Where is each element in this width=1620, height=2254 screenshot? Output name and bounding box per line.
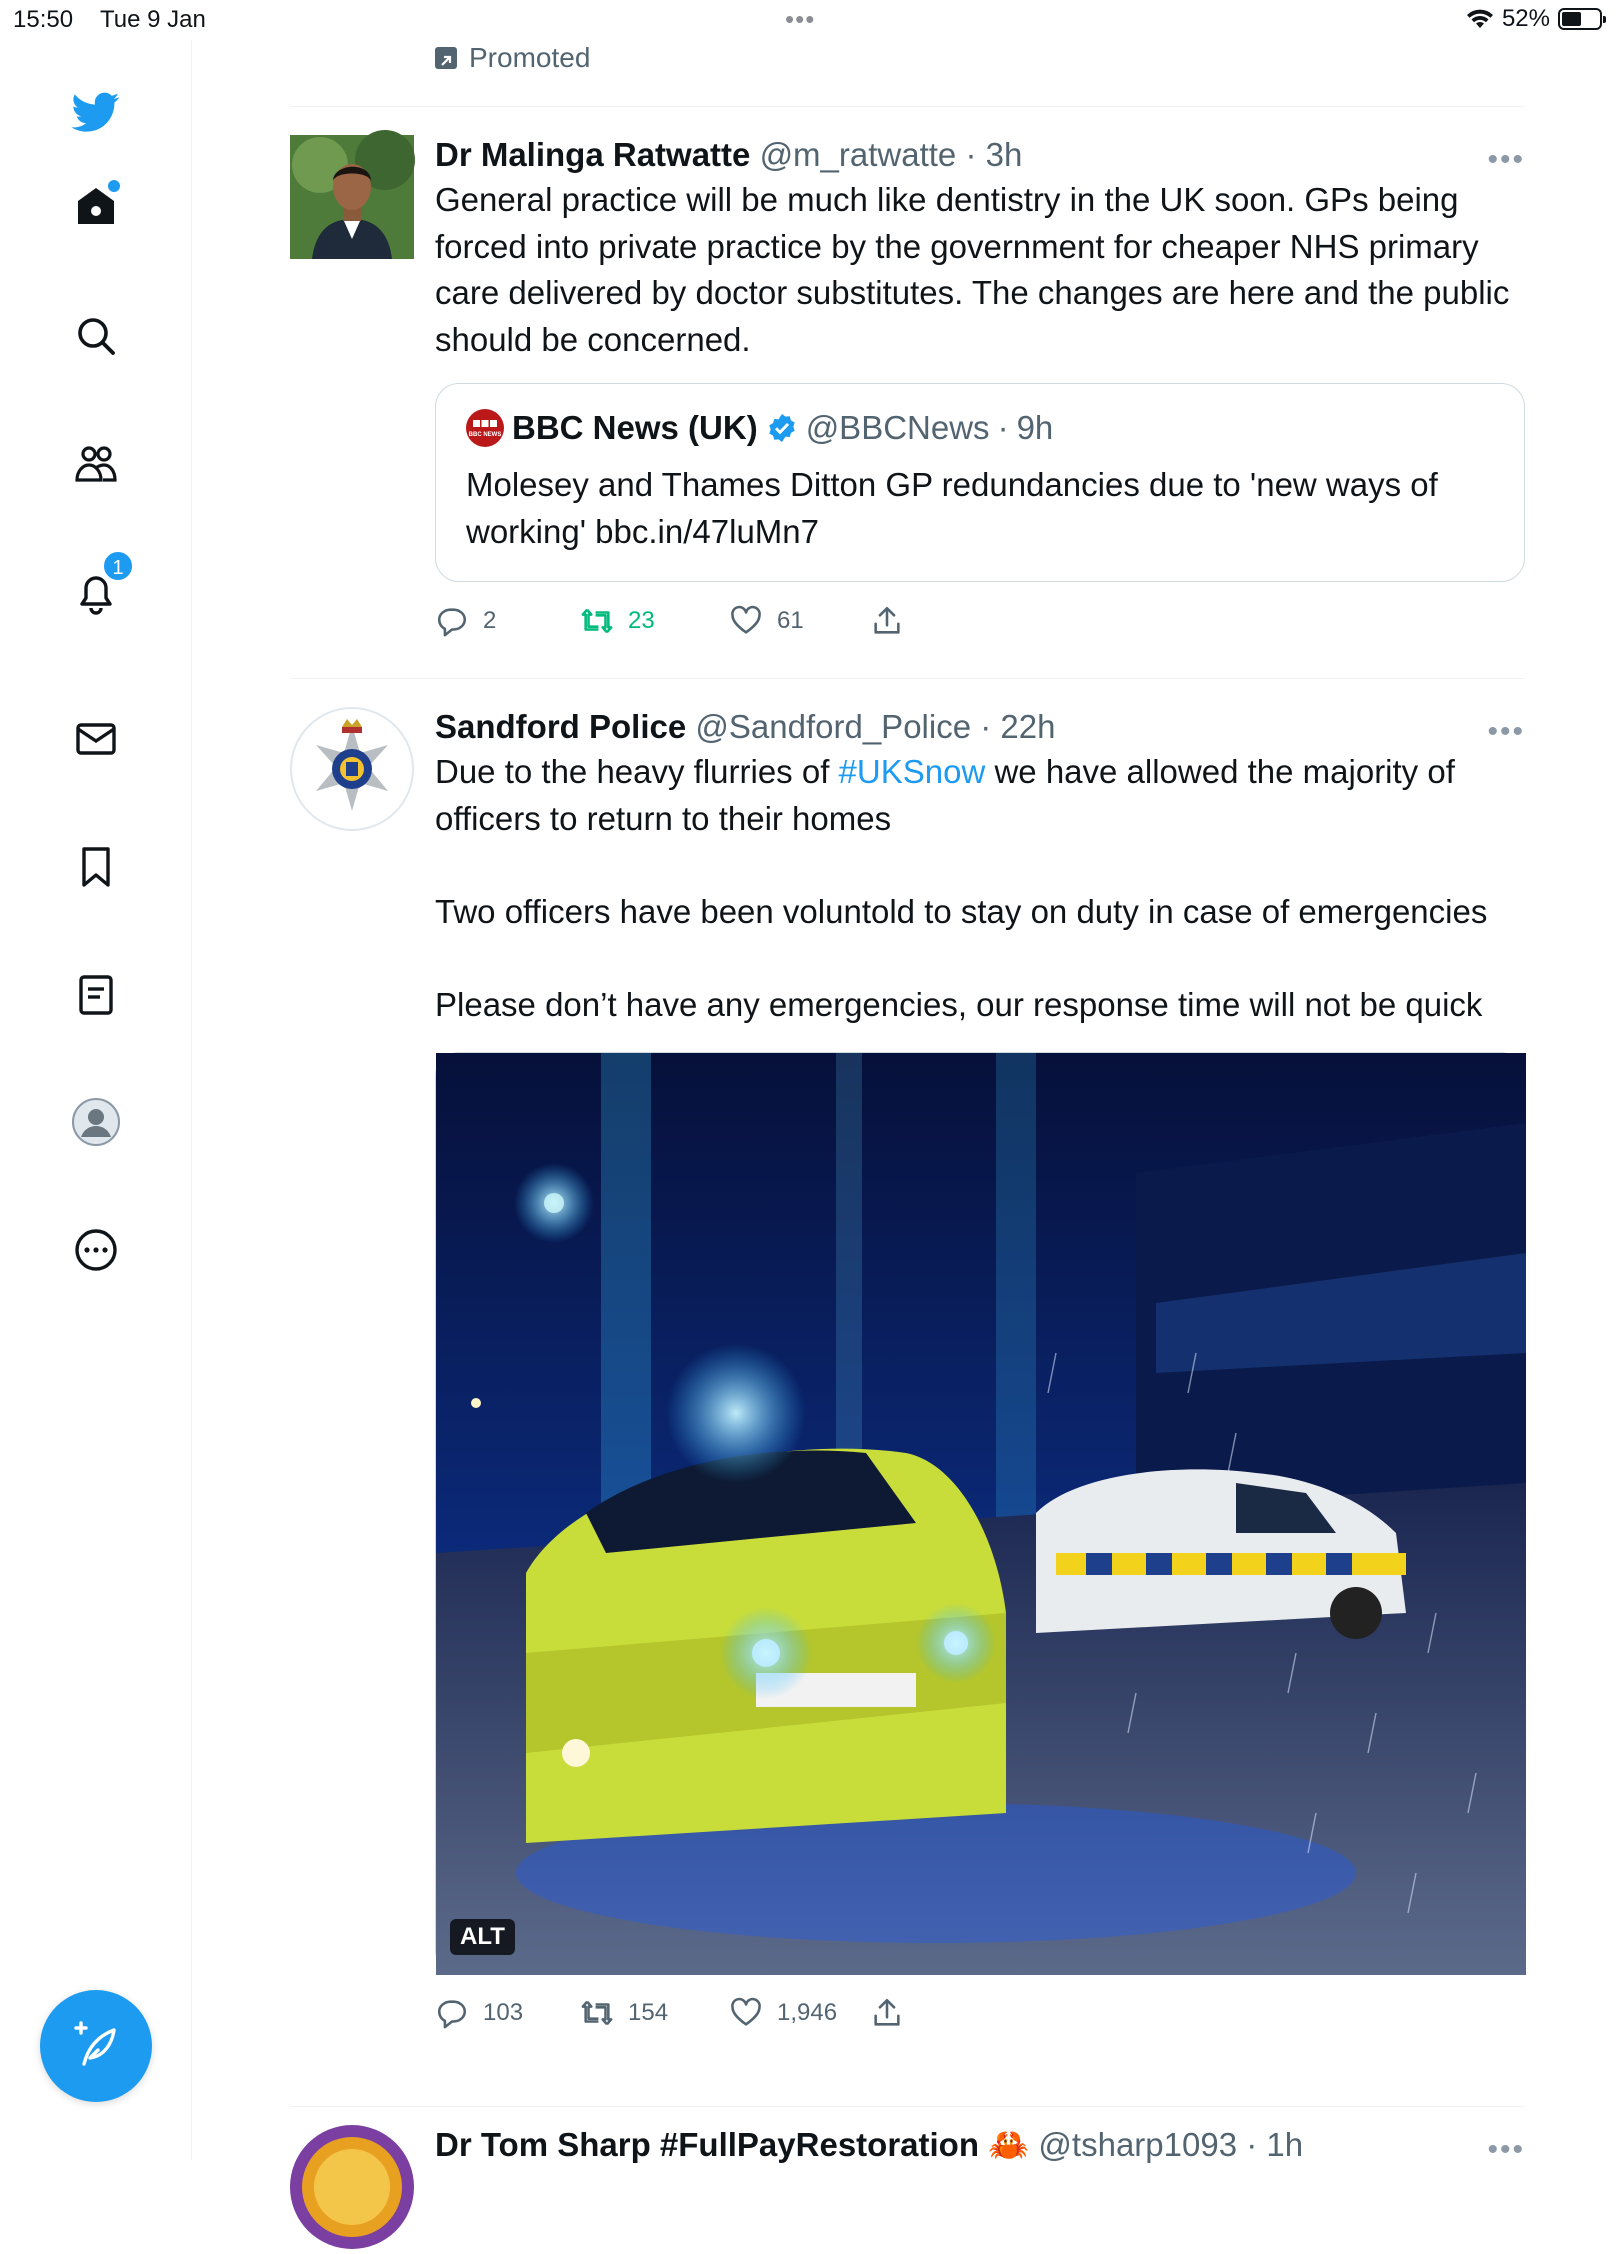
quoted-author-name[interactable]: BBC News (UK)	[512, 409, 758, 446]
share-icon	[870, 1996, 904, 2030]
police-cars-in-snow-photo	[436, 1053, 1526, 1975]
retweet-button[interactable]	[580, 604, 655, 638]
wifi-icon	[1466, 8, 1494, 30]
tweet-body	[435, 707, 1525, 2036]
tweet-text-part: we have allowed the majority of officers to return to their homes Two officers have been voluntold to stay on duty in case of emergencies Please don’t have any emergencies, our response time will not be quick	[435, 753, 1488, 1023]
quoted-tweet-text: Molesey and Thames Ditton GP redundancies due to 'new ways of working' bbc.in/47luMn7	[466, 466, 1438, 550]
avatar[interactable]	[290, 707, 414, 831]
author-handle[interactable]: @m_ratwatte	[759, 136, 957, 173]
reply-icon	[435, 1996, 469, 2030]
reply-count: 2	[483, 607, 497, 634]
like-count: 1,946	[777, 1999, 838, 2026]
messages-mail-icon[interactable]	[72, 715, 120, 763]
tweet-text	[435, 749, 1525, 1028]
bbc-news-logo-icon	[466, 409, 504, 447]
crab-emoji: 🦀	[988, 2126, 1030, 2163]
twitter-logo-icon[interactable]	[72, 88, 120, 136]
battery-percent: 52%	[1501, 5, 1550, 32]
communities-icon[interactable]	[72, 440, 120, 488]
quoted-timestamp[interactable]: 9h	[1016, 409, 1054, 446]
like-count: 61	[777, 607, 804, 634]
avatar[interactable]	[290, 135, 414, 259]
reply-icon	[435, 604, 469, 638]
tweet-timestamp[interactable]: 1h	[1266, 2126, 1304, 2163]
status-date: Tue 9 Jan	[100, 6, 206, 33]
retweet-button[interactable]	[580, 1996, 668, 2030]
verified-badge-icon	[766, 412, 798, 444]
retweet-icon	[580, 604, 614, 638]
bbc-logo-text: BBC NEWS	[468, 432, 502, 438]
tweet-text: General practice will be much like dentistry in the UK soon. GPs being forced into private practice by the government for cheaper NHS primary care delivered by doctor substitutes. The changes are here and the public should be concerned.	[435, 181, 1519, 358]
alt-text-badge[interactable]: ALT	[450, 1919, 515, 1955]
heart-icon	[729, 604, 763, 638]
lists-icon[interactable]	[72, 971, 120, 1019]
tweet-body	[435, 135, 1525, 644]
promoted-text: Promoted	[469, 42, 591, 73]
heart-icon	[729, 1996, 763, 2030]
tweet-body	[435, 2125, 1525, 2165]
avatar[interactable]	[290, 2125, 414, 2249]
quoted-author-handle[interactable]: @BBCNews	[805, 409, 990, 446]
like-button[interactable]	[729, 1996, 837, 2030]
tweet-header: Dr Malinga Ratwatte @m_ratwatte · 3h	[435, 136, 1023, 173]
tweet-timestamp[interactable]: 3h	[985, 136, 1023, 173]
author-handle[interactable]: @Sandford_Police	[695, 708, 972, 745]
tweet-header: Dr Tom Sharp #FullPayRestoration 🦀 @tsharp1093 · 1h	[435, 2126, 1304, 2163]
share-button[interactable]	[870, 604, 904, 638]
tweet-actions	[435, 1996, 1525, 2036]
like-button[interactable]	[729, 604, 804, 638]
share-button[interactable]	[870, 1996, 904, 2030]
quoted-tweet-header: BBC NEWS BBC News (UK) @BBCNews · 9h	[466, 408, 1494, 448]
tweet-media-image[interactable]	[435, 1052, 1525, 1974]
more-options-icon[interactable]	[72, 1226, 120, 1274]
author-name[interactable]: Sandford Police	[435, 708, 687, 745]
author-name[interactable]: Dr Tom Sharp #FullPayRestoration	[435, 2126, 979, 2163]
tweet-more-icon[interactable]: •••	[1487, 715, 1525, 748]
tweet-text-part: Due to the heavy flurries of	[435, 753, 839, 790]
feed-divider	[290, 678, 1524, 679]
reply-count: 103	[483, 1999, 524, 2026]
reply-button[interactable]	[435, 1996, 523, 2030]
feed-divider	[290, 2106, 1524, 2107]
search-icon[interactable]	[72, 312, 120, 360]
status-time: 15:50	[13, 6, 74, 33]
status-bar	[0, 0, 1620, 40]
tweet-timestamp[interactable]: 22h	[1000, 708, 1056, 745]
home-icon[interactable]	[72, 182, 120, 230]
notifications-bell-icon[interactable]	[72, 557, 124, 616]
battery-level	[1562, 12, 1581, 26]
multitasking-dots-icon[interactable]: •••	[785, 4, 816, 34]
promoted-label	[435, 42, 590, 74]
author-name[interactable]: Dr Malinga Ratwatte	[435, 136, 751, 173]
home-unread-dot	[108, 180, 120, 192]
tweet-more-icon[interactable]: •••	[1487, 143, 1525, 176]
retweet-count: 23	[628, 607, 655, 634]
profile-avatar-icon[interactable]	[72, 1098, 120, 1146]
share-icon	[870, 604, 904, 638]
retweet-count: 154	[628, 1999, 669, 2026]
compose-feather-icon	[68, 2018, 124, 2074]
compose-tweet-button[interactable]	[40, 1990, 152, 2102]
notifications-badge: 1	[102, 550, 134, 582]
feed-divider	[290, 106, 1524, 107]
author-handle[interactable]: @tsharp1093	[1038, 2126, 1238, 2163]
tweet-header: Sandford Police @Sandford_Police · 22h	[435, 708, 1056, 745]
quoted-tweet[interactable]	[435, 383, 1525, 582]
tweet-more-icon[interactable]: •••	[1487, 2133, 1525, 2166]
reply-button[interactable]	[435, 604, 496, 638]
tweet-actions	[435, 604, 1525, 644]
promoted-arrow-icon	[435, 47, 457, 69]
sidebar	[0, 40, 192, 2160]
status-right	[1466, 5, 1602, 33]
battery-icon	[1558, 8, 1602, 30]
hashtag-link[interactable]: #UKSnow	[838, 753, 986, 790]
bookmarks-icon[interactable]	[72, 843, 120, 891]
retweet-icon	[580, 1996, 614, 2030]
